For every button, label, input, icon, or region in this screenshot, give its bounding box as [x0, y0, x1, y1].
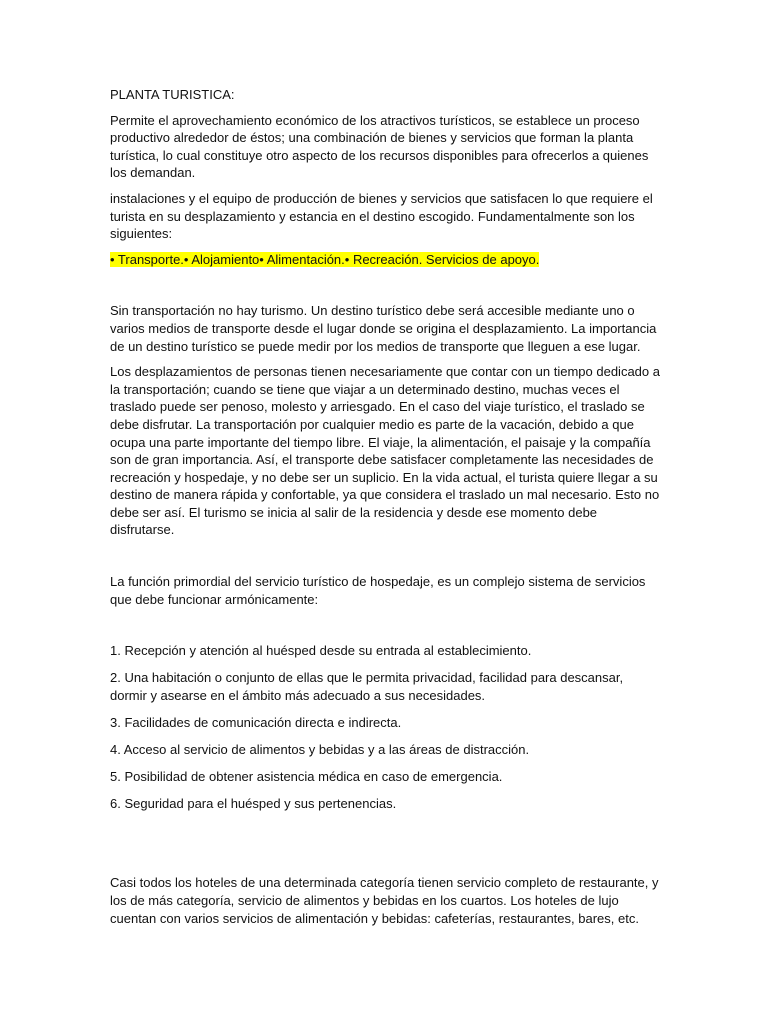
spacer: [110, 276, 660, 302]
second-paragraph: instalaciones y el equipo de producción de bienes y servicios que satisfacen lo que requiere el turista en su desplazamiento y estancia en el destino escogido. Fundamentalmente son los siguientes:: [110, 190, 653, 242]
document-page: [110, 86, 660, 935]
lodging-list: [110, 642, 660, 813]
list-item: 4. Acceso al servicio de alimentos y bebidas y a las áreas de distracción.: [110, 742, 530, 758]
spacer: [110, 547, 660, 573]
document-title: PLANTA TURISTICA:: [110, 87, 235, 102]
transport-paragraph-2: Los desplazamientos de personas tienen necesariamente que contar con un tiempo dedicado a la transportación; cuando se tiene que viajar a un determinado destino, muchas veces el traslado puede ser penoso, molesto y arriesgado. En el caso del viaje turístico, el traslado se debe disfrutar. La transportación por cualquier medio es parte de la vacación, debido a que ocupa una parte importante del tiempo libre. El viaje, la alimentación, el paisaje y la compañía son de gran importancia. Así, el transporte debe satisfacer completamente las necesidades de recreación y hospedaje, y no debe ser un suplicio. En la vida actual, el turista quiere llegar a su destino de manera rápida y confortable, ya que considera el traslado un mal necesario. Esto no debe ser así. El turismo se inicia al salir de la residencia y desde ese momento debe disfrutarse.: [110, 364, 660, 538]
highlighted-list-line: [110, 251, 660, 269]
list-item: 2. Una habitación o conjunto de ellas que le permita privacidad, facilidad para descansar, dormir y asearse en el ámbito más adecuado a sus necesidades.: [110, 670, 624, 703]
list-item: 1. Recepción y atención al huésped desde su entrada al establecimiento.: [110, 643, 532, 659]
list-item: 3. Facilidades de comunicación directa e indirecta.: [110, 715, 402, 731]
list-item: 5. Posibilidad de obtener asistencia médica en caso de emergencia.: [110, 769, 503, 785]
list-item: 6. Seguridad para el huésped y sus pertenencias.: [110, 796, 397, 812]
hotels-paragraph: Casi todos los hoteles de una determinada categoría tienen servicio completo de restaurante, y los de más categoría, servicio de alimentos y bebidas en los cuartos. Los hoteles de lujo cuentan con varios servicios de alimentación y bebidas: cafeterías, restaurantes, bares, etc.: [110, 875, 659, 926]
transport-paragraph-1: Sin transportación no hay turismo. Un destino turístico debe será accesible mediante uno o varios medios de transporte desde el lugar donde se origina el desplazamiento. La importancia de un destino turístico se puede medir por los medios de transporte que lleguen a ese lugar.: [110, 303, 657, 354]
lodging-intro-paragraph: La función primordial del servicio turístico de hospedaje, es un complejo sistema de servicios que debe funcionar armónicamente:: [110, 574, 646, 607]
intro-paragraph: Permite el aprovechamiento económico de los atractivos turísticos, se establece un proceso productivo alrededor de éstos; una combinación de bienes y servicios que forman la planta turística, lo cual constituye otro aspecto de los recursos disponibles para ofrecerlos a quienes los demandan.: [110, 112, 649, 181]
spacer: [110, 822, 660, 874]
highlighted-services-list: • Transporte.• Alojamiento• Alimentación.• Recreación. Servicios de apoyo.: [110, 251, 540, 267]
spacer: [110, 616, 660, 642]
